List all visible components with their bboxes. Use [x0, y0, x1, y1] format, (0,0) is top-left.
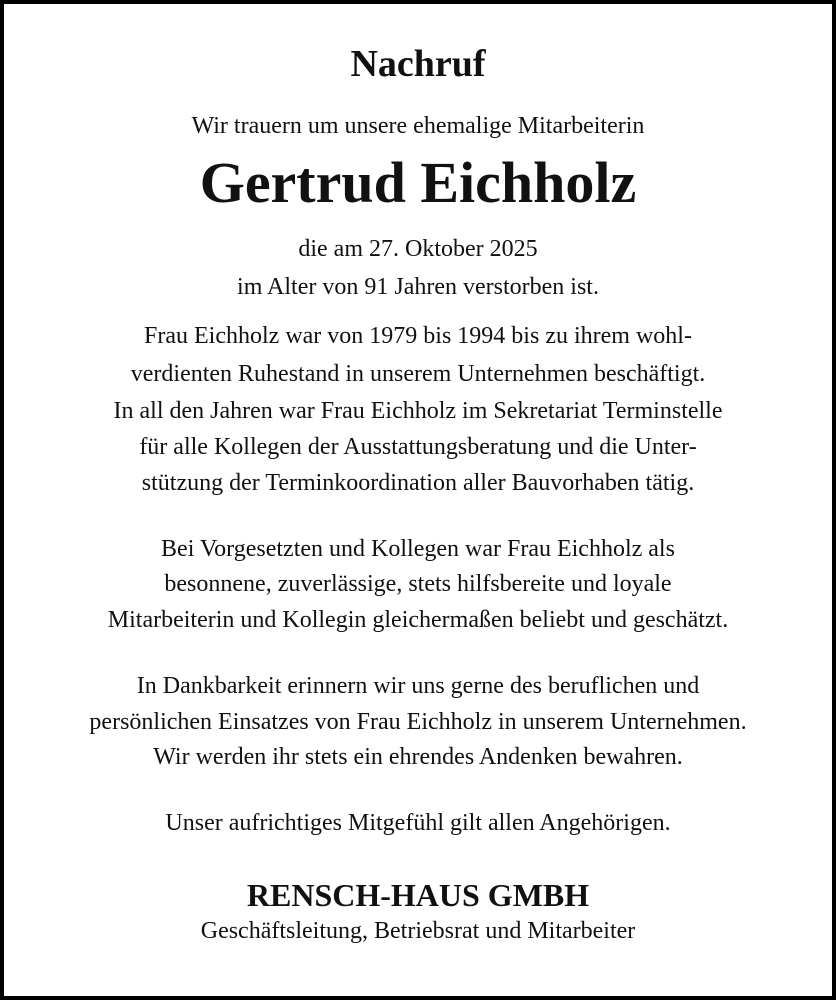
paragraph-line: In Dankbarkeit erinnern wir uns gerne des beruflichen und — [136, 673, 700, 699]
paragraph-line: Bei Vorgesetzten und Kollegen war Frau Eichholz als — [161, 536, 675, 562]
age-line: im Alter von 91 Jahren verstorben ist. — [237, 274, 599, 300]
intro-line: Wir trauern um unsere ehemalige Mitarbeiterin — [191, 113, 645, 139]
paragraph-line: für alle Kollegen der Ausstattungsberatung und die Unter- — [139, 434, 697, 460]
notice-heading: Nachruf — [350, 43, 486, 85]
condolence-line: Unser aufrichtiges Mitgefühl gilt allen Angehörigen. — [165, 810, 671, 836]
company-name: RENSCH-HAUS GMBH — [246, 877, 590, 913]
death-date-line: die am 27. Oktober 2025 — [298, 236, 538, 262]
paragraph-line: Mitarbeiterin und Kollegin gleichermaßen beliebt und geschätzt. — [107, 607, 729, 633]
paragraph-line: In all den Jahren war Frau Eichholz im Sekretariat Terminstelle — [113, 398, 723, 424]
paragraph-line: besonnene, zuverlässige, stets hilfsbereite und loyale — [164, 571, 672, 597]
paragraph-line: Frau Eichholz war von 1979 bis 1994 bis zu ihrem wohl- — [144, 323, 692, 349]
paragraph-line: verdienten Ruhestand in unserem Unternehmen beschäftigt. — [130, 361, 706, 387]
paragraph-line: persönlichen Einsatzes von Frau Eichholz in unserem Unternehmen. — [89, 709, 747, 735]
paragraph-line: stützung der Terminkoordination aller Bauvorhaben tätig. — [141, 470, 695, 496]
paragraph-line: Wir werden ihr stets ein ehrendes Andenken bewahren. — [153, 744, 683, 770]
deceased-name: Gertrud Eichholz — [199, 150, 637, 215]
signers-line: Geschäftsleitung, Betriebsrat und Mitarbeiter — [200, 918, 636, 944]
